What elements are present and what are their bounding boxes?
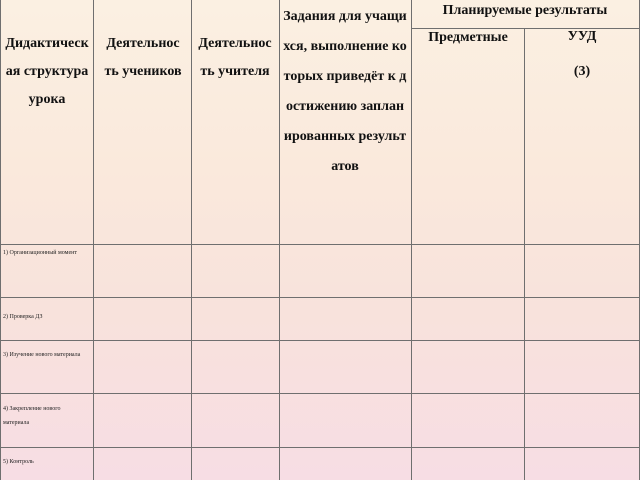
row-label-new-material: 3) Изучение нового материала <box>3 352 81 358</box>
header-didactic-structure: Дидактическая структура урока <box>5 36 89 107</box>
grid-line <box>279 0 280 480</box>
header-uud: УУД <box>567 29 597 44</box>
grid-line <box>191 0 192 480</box>
grid-line <box>0 244 640 245</box>
header-teacher-activity: Деятельность учителя <box>198 36 272 79</box>
header-uud-note: (3) <box>573 64 591 79</box>
header-planned-results: Планируемые результаты <box>442 3 608 18</box>
grid-line <box>93 0 94 480</box>
grid-line <box>0 393 640 394</box>
header-subject-results: Предметные <box>428 30 508 45</box>
grid-line <box>524 28 525 480</box>
grid-line <box>0 0 1 480</box>
header-student-activity: Деятельность учеников <box>104 36 182 79</box>
grid-line <box>411 0 412 480</box>
row-label-consolidation: 4) Закрепление нового материала <box>3 406 61 426</box>
grid-line <box>0 297 640 298</box>
row-label-organizational: 1) Организационный момент <box>3 250 77 256</box>
grid-line <box>0 340 640 341</box>
header-tasks: Задания для учащихся, выполнение которых приведёт к достижению запланированных результатов <box>283 9 407 174</box>
grid-line <box>0 447 640 448</box>
row-label-control: 5) Контроль <box>3 459 34 465</box>
row-label-homework-check: 2) Проверка ДЗ <box>3 314 43 320</box>
